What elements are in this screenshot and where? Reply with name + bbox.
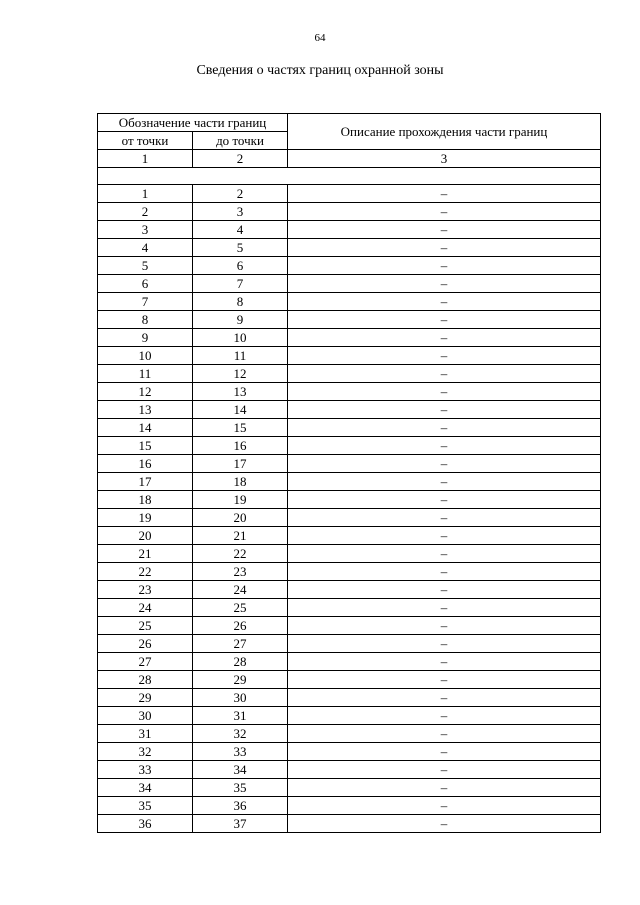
from-point-cell: 22: [98, 563, 193, 581]
description-cell: –: [288, 509, 601, 527]
description-cell: –: [288, 815, 601, 833]
header-description: Описание прохождения части границ: [288, 114, 601, 150]
from-point-cell: 24: [98, 599, 193, 617]
table-row: [98, 293, 601, 311]
to-point-cell: 35: [193, 779, 288, 797]
description-cell: –: [288, 473, 601, 491]
to-point-cell: 19: [193, 491, 288, 509]
header-row: [98, 114, 601, 132]
boundary-parts-table: [97, 113, 601, 833]
description-cell: –: [288, 707, 601, 725]
from-point-cell: 15: [98, 437, 193, 455]
description-cell: –: [288, 275, 601, 293]
table-row: [98, 473, 601, 491]
description-cell: –: [288, 743, 601, 761]
table-row: [98, 185, 601, 203]
table-row: [98, 617, 601, 635]
from-point-cell: 33: [98, 761, 193, 779]
from-point-cell: 14: [98, 419, 193, 437]
table-row: [98, 365, 601, 383]
to-point-cell: 33: [193, 743, 288, 761]
description-cell: –: [288, 455, 601, 473]
table-row: [98, 707, 601, 725]
from-point-cell: 13: [98, 401, 193, 419]
spacer-cell: [98, 168, 601, 185]
to-point-cell: 15: [193, 419, 288, 437]
from-point-cell: 1: [98, 185, 193, 203]
table-row: [98, 455, 601, 473]
to-point-cell: 20: [193, 509, 288, 527]
description-cell: –: [288, 689, 601, 707]
description-cell: –: [288, 437, 601, 455]
description-cell: –: [288, 491, 601, 509]
to-point-cell: 8: [193, 293, 288, 311]
from-point-cell: 10: [98, 347, 193, 365]
to-point-cell: 37: [193, 815, 288, 833]
from-point-cell: 5: [98, 257, 193, 275]
to-point-cell: 29: [193, 671, 288, 689]
from-point-cell: 36: [98, 815, 193, 833]
table-row: [98, 491, 601, 509]
to-point-cell: 23: [193, 563, 288, 581]
description-cell: –: [288, 311, 601, 329]
to-point-cell: 36: [193, 797, 288, 815]
to-point-cell: 14: [193, 401, 288, 419]
table-row: [98, 797, 601, 815]
description-cell: –: [288, 401, 601, 419]
to-point-cell: 17: [193, 455, 288, 473]
description-cell: –: [288, 203, 601, 221]
table-row: [98, 347, 601, 365]
from-point-cell: 28: [98, 671, 193, 689]
from-point-cell: 25: [98, 617, 193, 635]
description-cell: –: [288, 383, 601, 401]
from-point-cell: 8: [98, 311, 193, 329]
from-point-cell: 3: [98, 221, 193, 239]
table-row: [98, 635, 601, 653]
description-cell: –: [288, 725, 601, 743]
from-point-cell: 17: [98, 473, 193, 491]
to-point-cell: 12: [193, 365, 288, 383]
description-cell: –: [288, 527, 601, 545]
table-row: [98, 545, 601, 563]
table-row: [98, 761, 601, 779]
to-point-cell: 16: [193, 437, 288, 455]
to-point-cell: 24: [193, 581, 288, 599]
table-row: [98, 275, 601, 293]
description-cell: –: [288, 653, 601, 671]
table-row: [98, 815, 601, 833]
table-row: [98, 203, 601, 221]
description-cell: –: [288, 761, 601, 779]
from-point-cell: 6: [98, 275, 193, 293]
header-from-point: от точки: [98, 132, 193, 150]
page-title: Сведения о частях границ охранной зоны: [196, 63, 444, 78]
description-cell: –: [288, 635, 601, 653]
to-point-cell: 6: [193, 257, 288, 275]
description-cell: –: [288, 365, 601, 383]
to-point-cell: 7: [193, 275, 288, 293]
description-cell: –: [288, 599, 601, 617]
from-point-cell: 7: [98, 293, 193, 311]
description-cell: –: [288, 257, 601, 275]
description-cell: –: [288, 797, 601, 815]
from-point-cell: 2: [98, 203, 193, 221]
description-cell: –: [288, 221, 601, 239]
to-point-cell: 32: [193, 725, 288, 743]
from-point-cell: 9: [98, 329, 193, 347]
table-row: [98, 401, 601, 419]
from-point-cell: 23: [98, 581, 193, 599]
from-point-cell: 19: [98, 509, 193, 527]
header-boundary-designation: Обозначение части границ: [98, 114, 288, 132]
to-point-cell: 28: [193, 653, 288, 671]
from-point-cell: 32: [98, 743, 193, 761]
description-cell: –: [288, 329, 601, 347]
table-body: [98, 114, 601, 833]
column-number-1: 1: [98, 150, 193, 168]
spacer-row: [98, 168, 601, 185]
to-point-cell: 2: [193, 185, 288, 203]
table-row: [98, 239, 601, 257]
to-point-cell: 27: [193, 635, 288, 653]
from-point-cell: 27: [98, 653, 193, 671]
column-number-row: [98, 150, 601, 168]
table-row: [98, 581, 601, 599]
table-row: [98, 311, 601, 329]
table-row: [98, 509, 601, 527]
to-point-cell: 4: [193, 221, 288, 239]
description-cell: –: [288, 671, 601, 689]
column-number-3: 3: [288, 150, 601, 168]
from-point-cell: 29: [98, 689, 193, 707]
description-cell: –: [288, 185, 601, 203]
to-point-cell: 26: [193, 617, 288, 635]
table-row: [98, 437, 601, 455]
description-cell: –: [288, 545, 601, 563]
description-cell: –: [288, 563, 601, 581]
table-row: [98, 653, 601, 671]
from-point-cell: 31: [98, 725, 193, 743]
to-point-cell: 10: [193, 329, 288, 347]
table-row: [98, 743, 601, 761]
from-point-cell: 26: [98, 635, 193, 653]
to-point-cell: 13: [193, 383, 288, 401]
description-cell: –: [288, 293, 601, 311]
header-to-point: до точки: [193, 132, 288, 150]
description-cell: –: [288, 617, 601, 635]
from-point-cell: 35: [98, 797, 193, 815]
table-row: [98, 383, 601, 401]
to-point-cell: 30: [193, 689, 288, 707]
to-point-cell: 22: [193, 545, 288, 563]
table-row: [98, 563, 601, 581]
table-row: [98, 257, 601, 275]
table-row: [98, 671, 601, 689]
table-row: [98, 689, 601, 707]
to-point-cell: 34: [193, 761, 288, 779]
from-point-cell: 18: [98, 491, 193, 509]
from-point-cell: 21: [98, 545, 193, 563]
from-point-cell: 20: [98, 527, 193, 545]
table-row: [98, 221, 601, 239]
table-row: [98, 419, 601, 437]
description-cell: –: [288, 779, 601, 797]
to-point-cell: 9: [193, 311, 288, 329]
page-number: 64: [314, 32, 326, 44]
from-point-cell: 11: [98, 365, 193, 383]
description-cell: –: [288, 347, 601, 365]
table-row: [98, 725, 601, 743]
to-point-cell: 3: [193, 203, 288, 221]
description-cell: –: [288, 239, 601, 257]
description-cell: –: [288, 581, 601, 599]
to-point-cell: 11: [193, 347, 288, 365]
to-point-cell: 21: [193, 527, 288, 545]
to-point-cell: 5: [193, 239, 288, 257]
to-point-cell: 25: [193, 599, 288, 617]
from-point-cell: 12: [98, 383, 193, 401]
table-row: [98, 329, 601, 347]
to-point-cell: 18: [193, 473, 288, 491]
description-cell: –: [288, 419, 601, 437]
from-point-cell: 30: [98, 707, 193, 725]
table-row: [98, 599, 601, 617]
table-row: [98, 779, 601, 797]
from-point-cell: 34: [98, 779, 193, 797]
to-point-cell: 31: [193, 707, 288, 725]
column-number-2: 2: [193, 150, 288, 168]
table-row: [98, 527, 601, 545]
from-point-cell: 4: [98, 239, 193, 257]
from-point-cell: 16: [98, 455, 193, 473]
